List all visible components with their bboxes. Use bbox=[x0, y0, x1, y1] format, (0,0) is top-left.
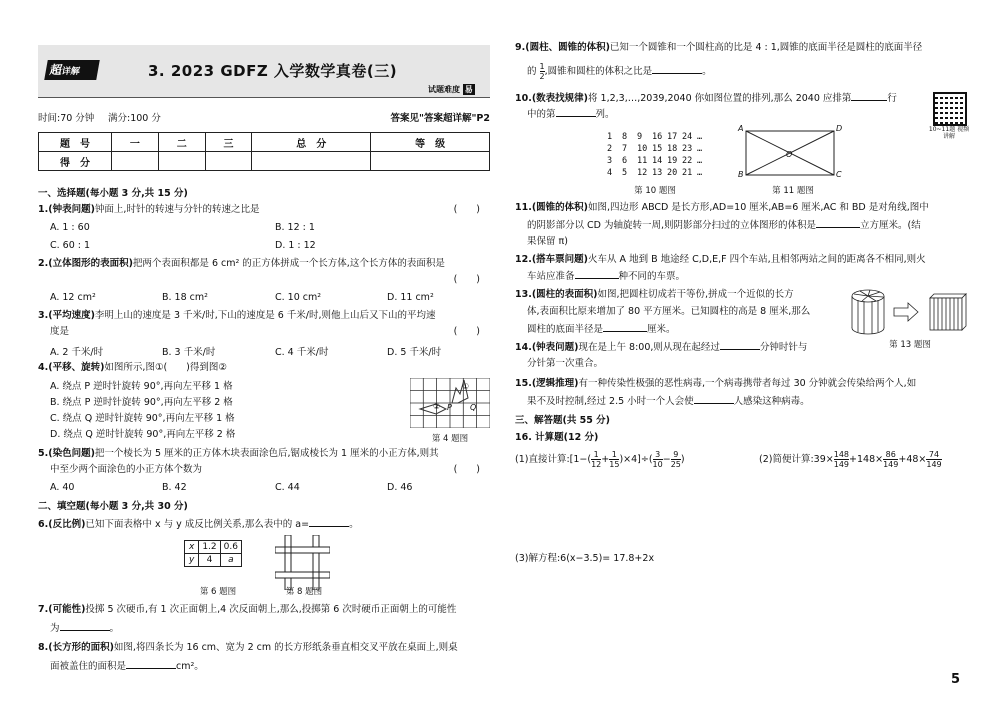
table-cell: 1.2 bbox=[199, 541, 220, 554]
question-13-caption: 第 13 题图 bbox=[889, 340, 931, 350]
question-9: 9.(圆柱、圆锥的体积)已知一个圆锥和一个圆柱高的比是 4 : 1,圆锥的底面半径是圆柱的底面半径 bbox=[515, 42, 923, 53]
choice-b[interactable]: B. 绕点 P 逆时针旋转 90°,再向左平移 2 格 bbox=[50, 397, 233, 408]
score-row-label: 得 分 bbox=[39, 152, 112, 171]
answer-paren[interactable]: ( ) bbox=[453, 326, 480, 337]
choice-c[interactable]: C. 10 cm² bbox=[275, 292, 322, 303]
question-5-choices bbox=[50, 482, 490, 496]
grid-number: … bbox=[697, 144, 703, 154]
grid-number: 7 bbox=[622, 144, 628, 154]
fig11-label-d: D bbox=[836, 124, 843, 133]
question-1-choices bbox=[50, 222, 490, 256]
question-8-line2: 面被盖住的面积是 cm²。 bbox=[50, 658, 490, 675]
grid-number: 3 bbox=[607, 156, 613, 166]
page-title: 3. 2023 GDFZ 入学数学真卷(三) bbox=[148, 62, 398, 80]
score-table-row bbox=[39, 152, 490, 171]
question-8-figure bbox=[275, 535, 330, 590]
question-2-choices bbox=[50, 292, 490, 306]
question-16-part-3: (3)解方程:6(x−3.5)= 17.8+2x bbox=[515, 553, 655, 564]
answer-reference: 答案见"答案超详解"P2 bbox=[390, 113, 490, 124]
question-8: 8.(长方形的面积)如图,将四条长为 16 cm、宽为 2 cm 的长方形纸条垂直相交叉平放在桌面上,则桌 bbox=[38, 642, 458, 653]
question-13-line2: 体,表面积比原来增加了 80 平方厘米。已知圆柱的高是 8 厘米,那么 bbox=[527, 306, 811, 317]
score-cell[interactable] bbox=[205, 152, 252, 171]
choice-d[interactable]: D. 11 cm² bbox=[387, 292, 434, 303]
grid-number: 1 bbox=[607, 132, 613, 142]
answer-blank[interactable] bbox=[652, 63, 702, 74]
grid-number: 19 bbox=[667, 156, 678, 166]
question-10-number-grid bbox=[607, 132, 717, 182]
grid-number: 23 bbox=[682, 144, 693, 154]
brand-logo bbox=[44, 60, 100, 80]
question-10-caption: 第 10 题图 bbox=[634, 186, 676, 196]
question-10: 10.(数表找规律)将 1,2,3,…,2039,2040 你如图位置的排列,那么 2040 应排第 行 bbox=[515, 90, 925, 107]
question-16-part-1: (1)直接计算:[1−( $\frac{1}{12}$ + $\frac{1}{15}$ )×4]÷( $\frac{3}{10}$ − $\frac{9}{25}$ ) bbox=[515, 450, 685, 469]
choice-d[interactable]: D. 5 千米/时 bbox=[387, 347, 442, 358]
grid-number: 24 bbox=[682, 132, 693, 142]
fig4-label-2: ② bbox=[433, 402, 441, 411]
fig11-label-b: B bbox=[738, 170, 744, 179]
grid-number: 22 bbox=[682, 156, 693, 166]
qr-caption: 10~11题 视频讲解 bbox=[928, 126, 970, 140]
table-cell: y bbox=[185, 554, 199, 567]
choice-a[interactable]: A. 12 cm² bbox=[50, 292, 96, 303]
question-7: 7.(可能性)投掷 5 次硬币,有 1 次正面朝上,4 次反面朝上,那么,投掷第 6 次时硬币正面朝上的可能性 bbox=[38, 604, 457, 615]
choice-a[interactable]: A. 1 : 60 bbox=[50, 222, 90, 233]
difficulty-label: 试题难度 易 bbox=[428, 85, 473, 94]
fraction: $\frac{74}{149}$ bbox=[926, 450, 942, 469]
table-cell: a bbox=[220, 554, 241, 567]
question-1: 1.(钟表问题)钟面上,时针的转速与分针的转速之比是 ( ) bbox=[38, 202, 490, 218]
grid-number: 12 bbox=[637, 168, 648, 178]
question-4-caption: 第 4 题图 bbox=[431, 434, 469, 444]
choice-b[interactable]: B. 12 : 1 bbox=[275, 222, 315, 233]
question-11-line3: 果保留 π) bbox=[527, 236, 568, 247]
score-header-cell: 一 bbox=[112, 133, 159, 152]
qr-code-icon[interactable] bbox=[933, 92, 967, 126]
fraction: $\frac{1}{12}$ bbox=[591, 450, 602, 469]
question-11-caption: 第 11 题图 bbox=[772, 186, 814, 196]
question-13-figure bbox=[850, 288, 968, 336]
answer-blank[interactable] bbox=[309, 516, 349, 527]
score-header-cell: 总 分 bbox=[252, 133, 371, 152]
grid-number: 2 bbox=[607, 144, 613, 154]
score-cell[interactable] bbox=[158, 152, 205, 171]
fig11-label-a: A bbox=[738, 124, 744, 133]
grid-number: 10 bbox=[637, 144, 648, 154]
grid-number: … bbox=[697, 156, 703, 166]
grid-number: 17 bbox=[667, 132, 678, 142]
page-number: 5 bbox=[950, 672, 960, 687]
choice-b[interactable]: B. 42 bbox=[162, 482, 187, 493]
choice-d[interactable]: D. 1 : 12 bbox=[275, 240, 316, 251]
question-11-line2: 的阴影部分以 CD 为轴旋转一周,则阴影部分扫过的立体图形的体积是 立方厘米。(结 bbox=[527, 217, 970, 234]
question-5: 5.(染色问题)把一个棱长为 5 厘米的正方体木块表面涂色后,锯成棱长为 1 厘米的小正方体,则其 bbox=[38, 448, 439, 459]
score-table-header-row bbox=[39, 133, 490, 152]
question-15: 15.(逻辑推理)有一种传染性极强的恶性病毒,一个病毒携带者每过 30 分钟就会传染给两个人,如 bbox=[515, 378, 917, 389]
fraction: $\frac{1}{15}$ bbox=[609, 450, 620, 469]
grid-number: 4 bbox=[607, 168, 613, 178]
choice-c[interactable]: C. 绕点 Q 逆时针旋转 90°,再向左平移 1 格 bbox=[50, 413, 235, 424]
answer-paren[interactable]: ( ) bbox=[453, 204, 480, 215]
question-14: 14.(钟表问题)现在是上午 8:00,则从现在起经过 分钟时针与 bbox=[515, 339, 855, 356]
answer-blank[interactable] bbox=[851, 90, 887, 101]
answer-blank[interactable] bbox=[126, 658, 176, 669]
choice-b[interactable]: B. 3 千米/时 bbox=[162, 347, 216, 358]
score-header-cell: 二 bbox=[158, 133, 205, 152]
question-16-part-2: (2)简便计算:39× $\frac{148}{149}$ +148× $\frac{86}{149}$ +48× $\frac{74}{149}$ bbox=[759, 450, 942, 469]
question-3-choices bbox=[50, 344, 490, 358]
question-3: 3.(平均速度)李明上山的速度是 3 千米/时,下山的速度是 6 千米/时,则他上山后又下山的平均速 bbox=[38, 310, 436, 321]
question-15-line2: 果不及时控制,经过 2.5 小时一个人会使 人感染这种病毒。 bbox=[527, 393, 967, 410]
fraction: $\frac{86}{149}$ bbox=[883, 450, 899, 469]
fraction: $\frac{148}{149}$ bbox=[833, 450, 850, 469]
fig11-label-o: O bbox=[786, 150, 793, 159]
choice-a[interactable]: A. 绕点 P 逆时针旋转 90°,再向左平移 1 格 bbox=[50, 381, 233, 392]
fig11-label-c: C bbox=[836, 170, 842, 179]
answer-blank[interactable] bbox=[556, 106, 596, 117]
fraction: $\frac{3}{10}$ bbox=[652, 450, 663, 469]
question-6-table bbox=[184, 540, 242, 567]
score-header-cell: 题 号 bbox=[39, 133, 112, 152]
divider-header bbox=[38, 97, 490, 98]
answer-paren[interactable]: ( ) bbox=[453, 464, 480, 475]
choice-c[interactable]: C. 60 : 1 bbox=[50, 240, 91, 251]
fig4-label-p: P bbox=[447, 403, 452, 412]
grid-number: … bbox=[697, 132, 703, 142]
choice-d[interactable]: D. 绕点 Q 逆时针旋转 90°,再向左平移 2 格 bbox=[50, 429, 236, 440]
table-cell: x bbox=[185, 541, 199, 554]
answer-paren[interactable]: ( ) bbox=[453, 274, 480, 285]
section-3-heading: 三、解答题(共 55 分) bbox=[515, 415, 611, 426]
grid-number: 14 bbox=[652, 156, 663, 166]
question-8-caption: 第 8 题图 bbox=[285, 587, 323, 597]
table-cell: 4 bbox=[199, 554, 220, 567]
question-4-choices bbox=[50, 378, 410, 444]
grid-number: 18 bbox=[667, 144, 678, 154]
answer-blank[interactable] bbox=[694, 393, 734, 404]
fig4-label-1: ① bbox=[462, 382, 470, 391]
choice-c[interactable]: C. 4 千米/时 bbox=[275, 347, 329, 358]
choice-a[interactable]: A. 40 bbox=[50, 482, 75, 493]
brand-main: 超 bbox=[48, 63, 64, 77]
grid-number: 21 bbox=[682, 168, 693, 178]
grid-number: 9 bbox=[637, 132, 643, 142]
grid-number: 16 bbox=[652, 132, 663, 142]
question-16: 16. 计算题(12 分) bbox=[515, 432, 599, 443]
grid-number: 11 bbox=[637, 156, 648, 166]
fraction: $\frac{9}{25}$ bbox=[670, 450, 681, 469]
score-cell[interactable] bbox=[112, 152, 159, 171]
table-cell: 0.6 bbox=[220, 541, 241, 554]
question-6: 6.(反比例)已知下面表格中 x 与 y 成反比例关系,那么表中的 a= 。 bbox=[38, 516, 490, 533]
score-cell[interactable] bbox=[371, 152, 490, 171]
question-5-line2: 中至少两个面涂色的小正方体个数为 ( ) bbox=[50, 462, 490, 478]
grid-number: 13 bbox=[652, 168, 663, 178]
question-3-line2: 度是 ( ) bbox=[50, 324, 490, 340]
answer-blank[interactable] bbox=[575, 268, 619, 279]
question-9-line2: 的 $\frac{1}{2}$ ,圆锥和圆柱的体积之比是 。 bbox=[527, 62, 712, 81]
grid-number: … bbox=[697, 168, 703, 178]
choice-d[interactable]: D. 46 bbox=[387, 482, 413, 493]
question-4: 4.(平移、旋转)如图所示,图①( )得到图② bbox=[38, 362, 227, 373]
score-cell[interactable] bbox=[252, 152, 371, 171]
question-7-line2: 为 。 bbox=[50, 620, 490, 637]
answer-blank[interactable] bbox=[816, 217, 860, 228]
question-14-line2: 分针第一次重合。 bbox=[527, 358, 604, 369]
question-10-line2: 中的第 列。 bbox=[527, 106, 917, 123]
answer-blank[interactable] bbox=[720, 339, 760, 350]
exam-score: 满分:100 分 bbox=[108, 113, 161, 124]
answer-blank[interactable] bbox=[60, 620, 110, 631]
question-12: 12.(搭车票问题)火车从 A 地到 B 地途经 C,D,E,F 四个车站,且相邻两站之间的距离各不相同,则火 bbox=[515, 254, 926, 265]
score-header-cell: 等 级 bbox=[371, 133, 490, 152]
difficulty-value: 易 bbox=[464, 85, 473, 94]
grid-number: 5 bbox=[622, 168, 628, 178]
question-2: 2.(立体图形的表面积)把两个表面积都是 6 cm² 的正方体拼成一个长方体,这个长方体的表面积是 bbox=[38, 258, 445, 269]
question-6-caption: 第 6 题图 bbox=[199, 587, 237, 597]
question-12-line2: 车站应准备 种不同的车票。 bbox=[527, 268, 967, 285]
answer-blank[interactable] bbox=[603, 321, 647, 332]
score-table bbox=[38, 132, 490, 171]
choice-a[interactable]: A. 2 千米/时 bbox=[50, 347, 104, 358]
grid-number: 20 bbox=[667, 168, 678, 178]
question-13: 13.(圆柱的表面积)如图,把圆柱切成若干等份,拼成一个近似的长方 bbox=[515, 289, 794, 300]
choice-b[interactable]: B. 18 cm² bbox=[162, 292, 208, 303]
grid-number: 15 bbox=[652, 144, 663, 154]
fig4-label-q: Q bbox=[470, 403, 477, 412]
score-header-cell: 三 bbox=[205, 133, 252, 152]
section-1-heading: 一、选择题(每小题 3 分,共 15 分) bbox=[38, 188, 188, 199]
choice-c[interactable]: C. 44 bbox=[275, 482, 300, 493]
question-13-line3: 圆柱的底面半径是 厘米。 bbox=[527, 321, 847, 338]
grid-number: 6 bbox=[622, 156, 628, 166]
exam-time: 时间:70 分钟 bbox=[38, 113, 95, 124]
grid-number: 8 bbox=[622, 132, 628, 142]
section-2-heading: 二、填空题(每小题 3 分,共 30 分) bbox=[38, 501, 188, 512]
brand-sub: 详解 bbox=[60, 67, 81, 77]
question-11: 11.(圆锥的体积)如图,四边形 ABCD 是长方形,AD=10 厘米,AB=6 厘米,AC 和 BD 是对角线,图中 bbox=[515, 202, 929, 213]
fraction-half: $\frac{1}{2}$ bbox=[539, 62, 545, 81]
